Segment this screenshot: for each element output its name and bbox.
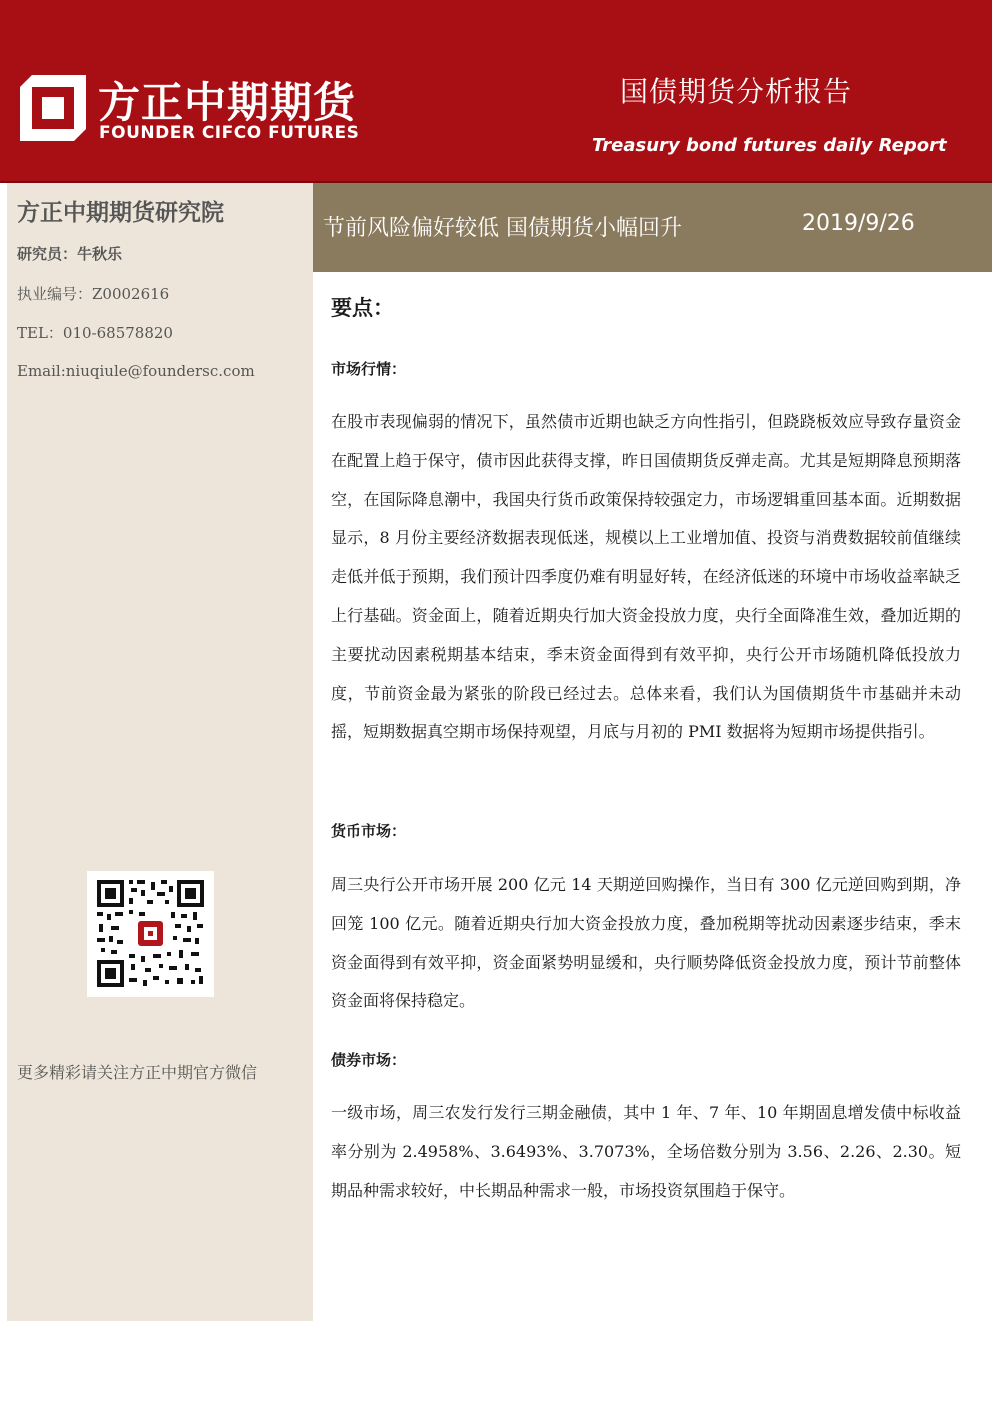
report-title-en: Treasury bond futures daily Report	[592, 135, 947, 156]
section-heading-market: 市场行情：	[331, 360, 407, 378]
report-title-cn: 国债期货分析报告	[620, 75, 853, 108]
report-headline: 节前风险偏好较低 国债期货小幅回升	[323, 216, 682, 241]
qr-code-icon	[95, 878, 206, 989]
sidebar	[7, 183, 313, 1321]
section-heading-bond-market: 债券市场：	[331, 1051, 407, 1069]
institute-name: 方正中期期货研究院	[17, 200, 224, 226]
section-heading-money-market: 货币市场：	[331, 822, 407, 840]
license-number: 执业编号：Z0002616	[17, 285, 170, 303]
follow-wechat-text: 更多精彩请关注方正中期官方微信	[17, 1063, 258, 1082]
founder-logo-icon	[20, 75, 86, 141]
researcher: 研究员：牛秋乐	[17, 245, 123, 263]
section-text-bond-market: 一级市场，周三农发行发行三期金融债，其中 1 年、7 年、10 年期固息增发债中标收益率分别为 2.4958%、3.6493%、3.7073%，全场倍数分别为 3.56、2.26、2.30。短期品种需求较好，中长期品种需求一般，市场投资氛围趋于保守。	[331, 1103, 961, 1200]
section-text-money-market: 周三央行公开市场开展 200 亿元 14 天期逆回购操作，当日有 300 亿元逆回购到期，净回笼 100 亿元。随着近期央行加大资金投放力度，叠加税期等扰动因素逐步结束，季末资金面得到有效平抑，资金面紧势明显缓和，央行顺势降低资金投放力度，预计节前整体资金面将保持稳定。	[331, 875, 961, 1011]
section-text-market: 在股市表现偏弱的情况下，虽然债市近期也缺乏方向性指引，但跷跷板效应导致存量资金在配置上趋于保守，债市因此获得支撑，昨日国债期货反弹走高。尤其是短期降息预期落空，在国际降息潮中，我国央行货币政策保持较强定力，市场逻辑重回基本面。近期数据显示，8 月份主要经济数据表现低迷，规模以上工业增加值、投资与消费数据较前值继续走低并低于预期，我们预计四季度仍难有明显好转，在经济低迷的环境中市场收益率缺乏上行基础。资金面上，随着近期央行加大资金投放力度，央行全面降准生效，叠加近期的主要扰动因素税期基本结束，季末资金面得到有效平抑，央行公开市场随机降低投放力度，节前资金最为紧张的阶段已经过去。总体来看，我们认为国债期货牛市基础并未动摇，短期数据真空期市场保持观望，月底与月初的 PMI 数据将为短期市场提供指引。	[331, 412, 961, 742]
email[interactable]: Email:niuqiule@foundersc.com	[17, 362, 255, 380]
telephone: TEL：010-68578820	[17, 324, 173, 342]
report-date: 2019/9/26	[802, 211, 915, 236]
logo-english-name: FOUNDER CIFCO FUTURES	[99, 123, 360, 143]
wechat-qr-code	[87, 871, 214, 997]
key-points-heading: 要点：	[331, 296, 394, 320]
logo-chinese-name: 方正中期期货	[98, 78, 357, 127]
